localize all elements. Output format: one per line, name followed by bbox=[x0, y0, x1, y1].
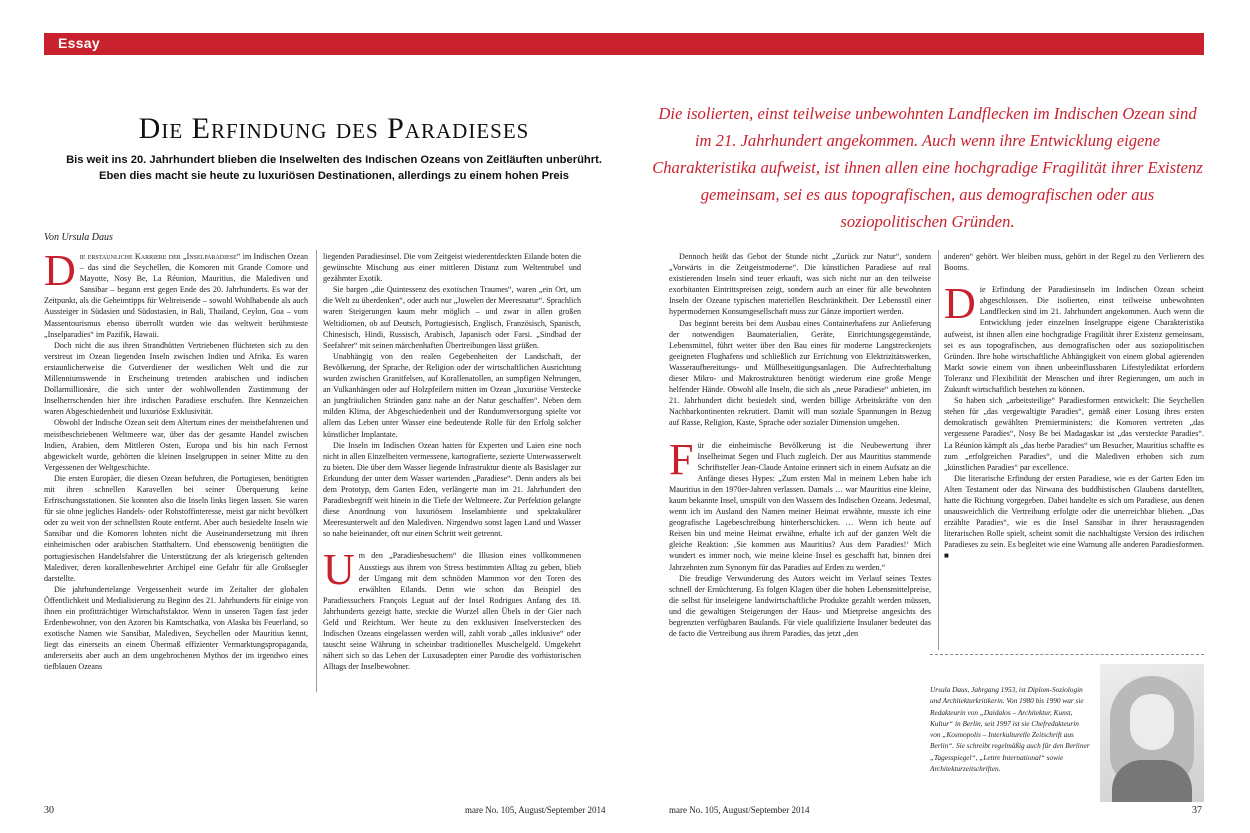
paragraph: Die jahrhundertelange Vergessenheit wurde im Zeitalter der globalen Öffentlichkeit und Medialisierung zu Beginn des 21. Jahrhunderts für einige von ihnen ein profitträchtiger Wirtschaftsfaktor. Wenn in unseren Tagen fast jeder Erdenbewohner, von den Azoren bis Kamtschatka, von Alaska bis Feuerland, so exotische Namen wie Sansibar, Malediven, Seychellen oder Mauritius kennt, liegt das einerseits an einem Übermaß effizienter Vermarktungspropaganda, andererseits aber auch an dem ungebrochenen Mythos der im irgendwo eines tiefblauen Ozeans bbox=[44, 584, 308, 672]
subtitle-line-1: Bis weit ins 20. Jahrhundert blieben die Inselwelten des Indischen Ozeans von Zeitläuften unberührt. bbox=[66, 154, 602, 166]
paragraph: Um den „Paradiesbesuchern“ die Illusion eines vollkommenen Ausstiegs aus ihrem von Stress bestimmten Alltag zu geben, blieb der Umgang mit dem schnöden Mammon vor den Toren des erwählten Eilands. Denn wie schon das Beispiel des Paradiessuchers François Leguat auf der Insel Rodrigues Anfang des 18. Jahrhunderts gezeigt hatte, steckte die Wurzel allen Übels in der Gier nach Geld und Reichtum. Wer heute zu den exklusiven Inselverstecken des Indischen Ozeans eingelassen werden will, zahlt vorab „alles inklusive“ oder tauscht seine Währung in scheinbar traditionelles Muschelgeld. Umgekehrt nähert sich so das Leben der Luxusadepten einer Parodie des vorhistorischen Alltags der Inselbewohner. bbox=[323, 545, 581, 672]
author-photo bbox=[1100, 664, 1204, 802]
section-label: Essay bbox=[58, 35, 100, 51]
paragraph: anderen“ gehört. Wer bleiben muss, gehört in der Regel zu den Verlierern des Booms. bbox=[944, 252, 1204, 273]
issue-line-right: mare No. 105, August/September 2014 bbox=[669, 805, 810, 815]
paragraph: Die erstaunliche Karriere der „Inselparadiese“ im Indischen Ozean – das sind die Seychellen, die Komoren mit Grande Comore und Mayotte, Nosy Be, La Réunion, Mauritius, die Malediven und Sansibar – begann erst gegen Ende des 20. Jahrhunderts. Es war der Zeitpunkt, als die Geheimtipps für Weltreisende – sowohl Wohlhabende als auch Aussteiger in Südasien und Südostasien, in Bali, Thailand, Ceylon, Goa – vom Massentourismus ebenso überrollt wurden wie das weltweit berühmteste „Inselparadies“ im Pazifik, Hawaii. bbox=[44, 251, 308, 339]
page-number-left: 30 bbox=[44, 805, 54, 816]
text-column-2 bbox=[323, 251, 581, 803]
paragraph: Das beginnt bereits bei dem Ausbau eines Containerhafens zur Anlieferung der notwendigen Baumaterialien, Geräte, Einrichtungsgegenstände, Lebensmittel, führt weiter über den Bau eines für moderne Langstreckenjets geeigneten Flughafens und schließlich zur Errichtung von Elektrizitätswerken, Wasseraufbereitungs- und Müllbeseitigungsanlagen. Die Aufrechterhaltung dieser Mikro- und Makrostrukturen benötigt wiederum eine große Menge helfender Hände. Obwohl alle Inseln, die sich als „neue Paradiese“ anbieten, im 21. Jahrhundert dicht besiedelt sind, werden billige Arbeitskräfte von den Nachbarkontinenten rekrutiert. Damit will man soziale Spannungen in Bezug auf Rasse, Religion, Kaste, Sprache oder sozialer Dimension umgehen. bbox=[669, 318, 931, 428]
paragraph: Obwohl der Indische Ozean seit dem Altertum eines der meistbefahrenen und meistbeschriebenen Weltmeere war, über das der gesamte Handel zwischen Indien, Arabien, dem Mittleren Osten, Europa und bis hin nach Fernost abgewickelt wurde, gehörten die kleinen Inselgruppen in seiner Mitte zu den Vergessenen der Weltgeschichte. bbox=[44, 418, 308, 472]
subtitle-line-2: Eben dies macht sie heute zu luxuriösen Destinationen, allerdings zu einem hohen Preis bbox=[99, 170, 569, 182]
author-bio: Ursula Daus, Jahrgang 1953, ist Diplom-Soziologin und Architekturkritikerin. Von 1980 bis 1990 war sie Redakteurin von „Daidalos – Architektur, Kunst, Kultur“ in Berlin, seit 1997 ist sie Chefredakteurin von „Kosmopolis – Interkulturelle Zeitschrift aus Berlin“. Sie schreibt regelmäßig auch für den Berliner „Tagesspiegel“, „Lettre International“ sowie Architekturzeitschriften. bbox=[930, 685, 1090, 774]
bio-divider bbox=[930, 654, 1204, 655]
page-number-right: 37 bbox=[1192, 805, 1202, 816]
text-column-3 bbox=[669, 251, 931, 803]
paragraph: Die literarische Erfindung der ersten Paradiese, wie es der Garten Eden im Alten Testament oder das Nirwana des buddhistischen Glaubens darstellten, hatte die Richtung vorgegeben. Dabei handelte es sich um Paradiese, aus denen unausweichlich die Vertreibung erfolgte oder die unerreichbar blieben. „Das erzählte Paradies“, wie es die Insel Sansibar in ihrer herausragenden literarischen Rolle spielt, scheint somit die nachhaltigste Version des irdischen Paradieses zu sein. Es begleitet wie eine Warnung alle anderen Paradiesformen. ■ bbox=[944, 473, 1204, 561]
paragraph: Für die einheimische Bevölkerung ist die Neubewertung ihrer Inselheimat Segen und Fluch zugleich. Der aus Mauritius stammende Schriftsteller Jean-Claude Antoine erinnert sich in einem Aufsatz an die Anfänge dieses Hypes: „Zum ersten Mal in meinem Leben habe ich Mauritius in den 1970er-Jahren verlassen. Damals … war Mauritius eine kleine, kaum bekannte Insel, umspült von den Wassern des Indischen Ozeans. Jedesmal, wenn ich im Ausland den Namen meiner Heimat erwähnte, musste ich eine geografische Lagebeschreibung hinterherschicken. … Wenn ich heute auf Reisen bin und meine Heimat erwähne, erhalte ich auf der ganzen Welt die gleiche Reaktion: ‚Sie kommen aus Mauritius? Aus dem Paradies!‘ Mich wundert es immer noch, wie meine kleine Insel es geschafft hat, binnen drei Jahrzehnten zum Synonym für das Paradies auf Erden zu werden.“ bbox=[669, 434, 931, 572]
paragraph: So haben sich „arbeitsteilige“ Paradiesformen entwickelt: Die Seychellen stehen für „das vergewaltigte Paradies“, gemäß einer Losung ihres ersten demokratisch gewählten Premierministers; die Komoren vertreten „das vergessene Paradies“, Nosy Be bei Madagaskar ist „das versteckte Paradies“. La Réunion kämpft als „das herbe Paradies“ um Besucher, Mauritius schaffte es zum „erfolgreichen Paradies“, und die Malediven erhoben sich zum „künstlichen Paradies“ par excellence. bbox=[944, 396, 1204, 472]
section-banner bbox=[44, 33, 1204, 55]
photo-face-shape bbox=[1130, 694, 1174, 750]
paragraph: Die Erfindung der Paradiesinseln im Indischen Ozean scheint abgeschlossen. Die isolierten, einst teilweise unbewohnten Landflecken sind im 21. Jahrhundert angekommen. Auch wenn die Entwicklung jeder einzelnen Inselgruppe eigene Charakteristika aufweist, ist ihnen allen eine hochgradige Fragilität ihrer Existenz gemeinsam, sei es aus topografischen, aus demografischen oder aus soziopolitischen Gründen. Ihre hohe wirtschaftliche Abhängigkeit von einem global agierenden Markt sowie einem von ihnen unbeeinflussbaren Lifestylediktat erfordern Toleranz und Flexibilität der Menschen und ihrer Regierungen, um auch in Zukunft wirtschaftlich bestehen zu können. bbox=[944, 279, 1204, 395]
photo-body-shape bbox=[1112, 760, 1192, 802]
paragraph: Die Inseln im Indischen Ozean hatten für Experten und Laien eine noch nicht in allen Einzelheiten vermessene, kartografierte, sezierte Unterwasserwelt zu bieten. Die über dem Wasser liegende Infrastruktur diente als Basislager zur Erkundung der unter dem Wasser wartenden „Paradiese“. Denn anders als bei dem Prototyp, dem Garten Eden, verlängerte man im 21. Jahrhundert den Paradiesbegriff weit hinein in die Tiefe der Weltmeere. Zur Perfektion gelangte diese Anordnung von luxuriösem Inselambiente und spektakulärer Meeresunterwelt auf den Malediven. Nirgendwo sonst lagen Land und Wasser so nahe beieinander, oft nur einen Schritt weit getrennt. bbox=[323, 440, 581, 539]
pull-quote: Die isolierten, einst teilweise unbewohnten Landflecken im Indischen Ozean sind im 21. Jahrhundert angekommen. Auch wenn ihre Entwicklung eigene Charakteristika aufweist, ist ihnen allen eine hochgradige Fragilität ihrer Existenz gemeinsam, sei es aus topografischen, aus demografischen oder aus soziopolitischen Gründen. bbox=[652, 104, 1203, 231]
drop-cap: F bbox=[669, 434, 694, 484]
paragraph: Unabhängig von den realen Gegebenheiten der Landschaft, der Bevölkerung, der Sprache, der Religion oder der wirtschaftlichen Ausrichtung wurden zwischen Granitfelsen, auf Korallenatollen, an sumpfigen Nehrungen, an Vulkanhängen oder auf Holzpfeilern mitten im Ozean „luxuriöse Verstecke an jungfräulichen Stränden ganz nahe an der Natur geschaffen“. Neben dem milden Klima, der Abgeschiedenheit und der Rundumversorgung spielte vor allem das Leben unter Wasser eine bedeutende Rolle für den Erfolg solcher künstlicher Implantate. bbox=[323, 351, 581, 439]
article-subtitle bbox=[44, 152, 624, 184]
drop-cap: U bbox=[323, 545, 355, 595]
article-title: Die Erfindung des Paradieses bbox=[138, 112, 530, 145]
lead-in: ie erstaunliche Karriere der „Inselparadiese“ bbox=[79, 252, 241, 261]
column-divider bbox=[316, 250, 317, 692]
paragraph: Dennoch heißt das Gebot der Stunde nicht „Zurück zur Natur“, sondern „Vorwärts in die Zeitgeistmoderne“. Die künstlichen Paradiese auf real existierenden Inseln sind teuer erkauft, was sich nicht nur an den teilweise exorbitanten Eintrittspreisen zeigt, sondern auch an einer für alle bewohnten Inseln der Ozeane typischen materiellen Beschränktheit. Der Lebensstil einer hypermodernen Konsumgesellschaft muss zur Gänze importiert werden. bbox=[669, 252, 931, 317]
paragraph: Die freudige Verwunderung des Autors weicht im Verlauf seines Textes schnell der Ernüchterung. Es folgen Klagen über die hohen Lebensmittelpreise, die selbst für inseleigene landwirtschaftliche Produkte gezahlt werden müssen, und die gewaltigen Steigerungen der Haus- und Mietpreise angesichts des begrenzten verfügbaren Baulands. Für viele qualifizierte Insulaner bedeutet das de facto die Vertreibung aus ihrem Paradies, das jetzt „den bbox=[669, 573, 931, 639]
byline: Von Ursula Daus bbox=[44, 232, 113, 243]
paragraph: liegenden Paradiesinsel. Die vom Zeitgeist wiederentdeckten Eilande boten die gewünschte Mischung aus einer mittleren Distanz zum Weltentrubel und gezähmter Exotik. bbox=[323, 252, 581, 284]
issue-line-left: mare No. 105, August/September 2014 bbox=[465, 805, 606, 815]
drop-cap: D bbox=[44, 251, 76, 295]
text-column-1 bbox=[44, 251, 308, 803]
paragraph: Die ersten Europäer, die diesen Ozean befuhren, die Portugiesen, benötigten mit ihren schnellen Karavellen bei seiner Überquerung keine Erfrischungsstationen. Sie konnten also die Inseln links liegen lassen. Sie waren für sie ohne jegliches Handels- oder Rohstoffinteresse, meist gar nicht bevölkert oder zu weit von der schnellsten Route entfernt. Aber auch besiedelte Inseln wie Sansibar und die Komoren lohnten nicht die Auseinandersetzung mit ihren einheimischen oder arabischen Statthaltern. Und ebensowenig benötigten die portugiesischen Handelsfahrer die Unterstützung der als kriegerisch geltenden Malediver, deren korallenbewehrter Archipel eine Gefahr für alle Großsegler darstellte. bbox=[44, 473, 308, 583]
drop-cap: D bbox=[944, 279, 976, 329]
column-divider bbox=[938, 250, 939, 650]
paragraph: Sie bargen „die Quintessenz des exotischen Traumes“, waren „ein Ort, um die Welt zu überdenken“, oder auch nur „Juwelen der Meeresnatur“. Sprachlich waren Steigerungen kaum mehr möglich – und zwar in allen großen Weltidiomen, ob auf Deutsch, Portugiesisch, Englisch, Französisch, Spanisch, Chinesisch, Hindi, Russisch, Arabisch, Japanisch oder Farsi. „Sindbad der Seefahrer“ mit seinen märchenhaften Übertreibungen lässt grüßen. bbox=[323, 285, 581, 350]
paragraph: Doch nicht die aus ihren Strandhütten Vertriebenen flüchteten sich zu den verstreut im Ozean liegenden Inseln zwischen Indien und Afrika. Es waren erstaunlicherweise die Gutverdiener der westlichen Welt und die zur Millenniumswende in Erscheinung tretenden arabischen und indischen Dollarmillionäre, die sich unter der wohlwollenden Zustimmung der Inselherrschenden hier ihre irdischen Paradiese erschufen. Ihre Kennzeichen waren Abgeschiedenheit und luxuriöse Exklusivität. bbox=[44, 340, 308, 417]
text-column-4 bbox=[944, 251, 1204, 651]
